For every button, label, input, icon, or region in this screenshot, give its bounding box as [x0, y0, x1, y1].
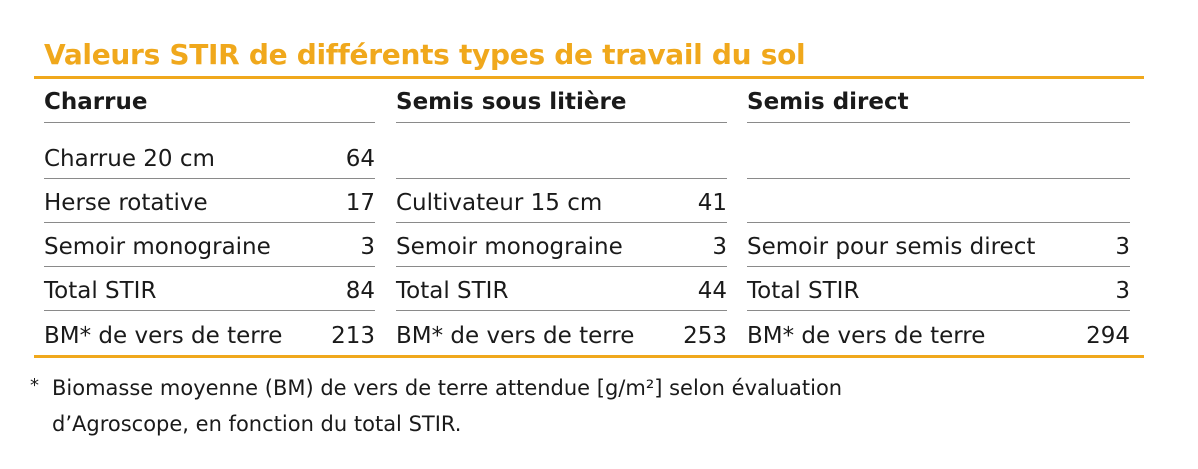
- footnote: [30, 370, 1130, 442]
- row-label: Total STIR: [396, 278, 509, 304]
- footnote-mark: *: [30, 375, 39, 396]
- table-row: [396, 179, 727, 223]
- table-row: [44, 223, 375, 267]
- table-row: [396, 311, 727, 355]
- row-value: 64: [345, 146, 375, 172]
- row-value: 213: [331, 323, 375, 349]
- row-label: Total STIR: [44, 278, 157, 304]
- table-title: Valeurs STIR de différents types de travail du sol: [44, 38, 806, 71]
- column-header: Semis direct: [747, 80, 1130, 123]
- column-header: Semis sous litière: [396, 80, 727, 123]
- row-label: Charrue 20 cm: [44, 146, 215, 172]
- column-semis-sous-litiere: [396, 80, 727, 355]
- row-label: BM* de vers de terre: [44, 323, 283, 349]
- table-bottom-divider: [34, 355, 1144, 358]
- table-row: [44, 123, 375, 179]
- table-row: [396, 267, 727, 311]
- row-value: 253: [683, 323, 727, 349]
- row-value: 41: [697, 190, 727, 216]
- table-row: [747, 179, 1130, 223]
- column-charrue: [44, 80, 375, 355]
- column-header: Charrue: [44, 80, 375, 123]
- table-row: [747, 311, 1130, 355]
- table-row: [44, 311, 375, 355]
- footnote-line: d’Agroscope, en fonction du total STIR.: [52, 412, 462, 436]
- table-row: [44, 179, 375, 223]
- table-row: [747, 123, 1130, 179]
- row-label: Semoir pour semis direct: [747, 234, 1036, 260]
- row-value: 3: [712, 234, 727, 260]
- row-value: 294: [1086, 323, 1130, 349]
- row-label: Semoir monograine: [396, 234, 623, 260]
- table-row: [396, 123, 727, 179]
- row-label: Semoir monograine: [44, 234, 271, 260]
- row-value: 3: [1115, 234, 1130, 260]
- row-value: 84: [345, 278, 375, 304]
- row-label: Herse rotative: [44, 190, 208, 216]
- row-value: 44: [697, 278, 727, 304]
- table-row: [44, 267, 375, 311]
- table-row: [747, 223, 1130, 267]
- footnote-text: [52, 370, 1130, 442]
- column-semis-direct: [747, 80, 1130, 355]
- row-value: 17: [345, 190, 375, 216]
- row-label: Cultivateur 15 cm: [396, 190, 603, 216]
- row-label: BM* de vers de terre: [396, 323, 635, 349]
- row-value: 3: [360, 234, 375, 260]
- row-label: Total STIR: [747, 278, 860, 304]
- title-divider: [34, 76, 1144, 79]
- table-row: [747, 267, 1130, 311]
- row-value: 3: [1115, 278, 1130, 304]
- table-row: [396, 223, 727, 267]
- row-label: BM* de vers de terre: [747, 323, 986, 349]
- footnote-line: Biomasse moyenne (BM) de vers de terre attendue [g/m²] selon évaluation: [52, 376, 843, 400]
